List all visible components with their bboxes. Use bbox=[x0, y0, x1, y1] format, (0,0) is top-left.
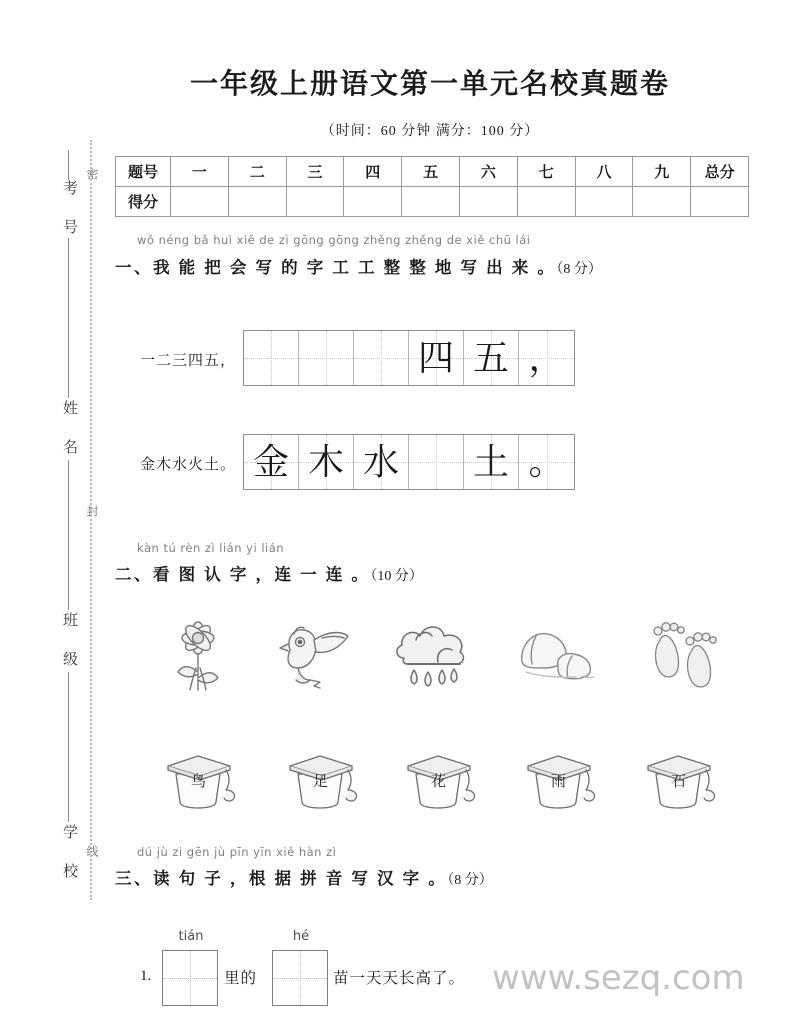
cap-shape-4[interactable] bbox=[520, 744, 616, 810]
site-watermark: www.sezq.com bbox=[492, 958, 745, 998]
writing-cell[interactable] bbox=[464, 331, 519, 385]
footprints-picture[interactable] bbox=[644, 616, 736, 694]
score-table-col-6: 六 bbox=[459, 157, 517, 187]
page-title: 一年级上册语文第一单元名校真题卷 bbox=[189, 69, 670, 100]
margin-label-name: 姓 名 bbox=[61, 400, 77, 458]
question-2-text: 二、看 图 认 字 ，连 一 连 。 bbox=[115, 565, 371, 584]
answer-box-1[interactable] bbox=[162, 950, 218, 1006]
writing-cell-char: 水 bbox=[362, 442, 399, 482]
margin-rule-1 bbox=[68, 150, 69, 180]
score-cell-1[interactable] bbox=[171, 187, 229, 217]
score-table-col-8: 八 bbox=[575, 157, 633, 187]
margin-rule-2 bbox=[68, 238, 69, 398]
margin-rule-4 bbox=[68, 672, 69, 822]
answer-pinyin-tian: tián bbox=[178, 929, 204, 944]
cap-char-3: 花 bbox=[431, 774, 447, 790]
margin-label-class: 班 级 bbox=[61, 612, 77, 670]
margin-label-school: 学 校 bbox=[61, 824, 77, 882]
question-3-text: 三、读 句 子 ，根 据 拼 音 写 汉 字 。 bbox=[115, 869, 448, 888]
flower-picture[interactable] bbox=[152, 616, 244, 694]
question-2-heading bbox=[115, 561, 423, 585]
rain-cloud-picture[interactable] bbox=[386, 614, 478, 692]
writing-grid-row-2 bbox=[243, 434, 575, 490]
score-table-col-9: 九 bbox=[633, 157, 691, 187]
question-1-heading bbox=[115, 254, 602, 278]
table-row-scores bbox=[116, 187, 749, 217]
writing-cell-char: 五 bbox=[472, 338, 509, 378]
question-1-pinyin: wǒ néng bǎ huì xiě de zì gōng gōng zhěng zhěng de xiě chū lái bbox=[137, 233, 531, 247]
cap-char-1: 鸟 bbox=[191, 774, 207, 790]
score-cell-8[interactable] bbox=[575, 187, 633, 217]
writing-cell-char: 四 bbox=[417, 338, 454, 378]
writing-cell-char: 木 bbox=[307, 442, 344, 482]
score-table-col-1: 一 bbox=[171, 157, 229, 187]
cap-shape-5[interactable] bbox=[640, 744, 736, 810]
seal-char-feng: 封 bbox=[85, 505, 99, 517]
score-cell-7[interactable] bbox=[517, 187, 575, 217]
question-3-heading bbox=[115, 865, 493, 889]
bird-picture[interactable] bbox=[270, 616, 362, 694]
score-table-col-2: 二 bbox=[228, 157, 286, 187]
score-table-col-3: 三 bbox=[286, 157, 344, 187]
score-cell-3[interactable] bbox=[286, 187, 344, 217]
margin-rule-3 bbox=[68, 460, 69, 610]
writing-cell[interactable] bbox=[354, 331, 409, 385]
score-table-col-total: 总分 bbox=[691, 157, 749, 187]
writing-cell[interactable] bbox=[519, 435, 574, 489]
question-2-points: （10 分） bbox=[370, 569, 423, 584]
cap-char-2: 足 bbox=[313, 774, 329, 790]
question-3-points: （8 分） bbox=[447, 873, 493, 888]
writing-cell[interactable] bbox=[519, 331, 574, 385]
question-3-pinyin: dú jù zi gēn jù pīn yīn xiě hàn zì bbox=[137, 845, 337, 859]
writing-cell[interactable] bbox=[244, 331, 299, 385]
sentence-middle-text: 里的 bbox=[224, 970, 258, 987]
seal-char-xian: 线 bbox=[85, 845, 99, 857]
writing-grid-row-1 bbox=[243, 330, 575, 386]
writing-cell[interactable] bbox=[409, 435, 464, 489]
writing-row-2-label: 金木水火土。 bbox=[140, 457, 237, 473]
writing-cell-char: 土 bbox=[472, 442, 509, 482]
cap-shape-1[interactable] bbox=[160, 744, 256, 810]
score-cell-total[interactable] bbox=[691, 187, 749, 217]
score-cell-9[interactable] bbox=[633, 187, 691, 217]
seal-dotted-line bbox=[90, 140, 92, 900]
cap-char-4: 雨 bbox=[551, 774, 567, 790]
answer-box-2[interactable] bbox=[272, 950, 328, 1006]
score-cell-5[interactable] bbox=[402, 187, 460, 217]
score-table-row-label-question: 题号 bbox=[116, 157, 171, 187]
cap-char-5: 石 bbox=[671, 774, 687, 790]
writing-cell-char: 。 bbox=[528, 442, 565, 482]
sentence-tail-text: 苗一天天长高了。 bbox=[333, 970, 466, 987]
score-table-col-5: 五 bbox=[402, 157, 460, 187]
left-margin-seal-area bbox=[0, 0, 105, 1035]
paper-subtitle: （时间：60 分钟 满分：100 分） bbox=[320, 124, 540, 139]
score-table-col-7: 七 bbox=[517, 157, 575, 187]
writing-cell[interactable] bbox=[409, 331, 464, 385]
item-number-1: 1. bbox=[140, 968, 152, 984]
writing-cell[interactable] bbox=[299, 435, 354, 489]
writing-cell-char: 金 bbox=[252, 442, 289, 482]
score-table bbox=[115, 156, 749, 217]
score-cell-2[interactable] bbox=[228, 187, 286, 217]
question-1-points: （8 分） bbox=[556, 262, 602, 277]
cap-shape-2[interactable] bbox=[282, 744, 378, 810]
score-table-row-label-score: 得分 bbox=[116, 187, 171, 217]
seal-char-mi: 密 bbox=[85, 168, 99, 180]
stone-picture[interactable] bbox=[512, 620, 604, 698]
cap-shape-3[interactable] bbox=[400, 744, 496, 810]
writing-row-1-label: 一二三四五， bbox=[140, 353, 237, 369]
writing-cell[interactable] bbox=[244, 435, 299, 489]
score-cell-4[interactable] bbox=[344, 187, 402, 217]
score-table-col-4: 四 bbox=[344, 157, 402, 187]
writing-cell[interactable] bbox=[354, 435, 409, 489]
table-row-headers bbox=[116, 157, 749, 187]
margin-label-exam-number: 考 号 bbox=[61, 180, 77, 238]
writing-cell-char: ， bbox=[528, 338, 565, 378]
question-1-text: 一、我 能 把 会 写 的 字 工 工 整 整 地 写 出 来 。 bbox=[115, 258, 557, 277]
answer-pinyin-he: hé bbox=[292, 929, 310, 944]
writing-cell[interactable] bbox=[299, 331, 354, 385]
score-cell-6[interactable] bbox=[459, 187, 517, 217]
writing-cell[interactable] bbox=[464, 435, 519, 489]
question-2-pinyin: kàn tú rèn zì lián yi lián bbox=[137, 541, 285, 555]
